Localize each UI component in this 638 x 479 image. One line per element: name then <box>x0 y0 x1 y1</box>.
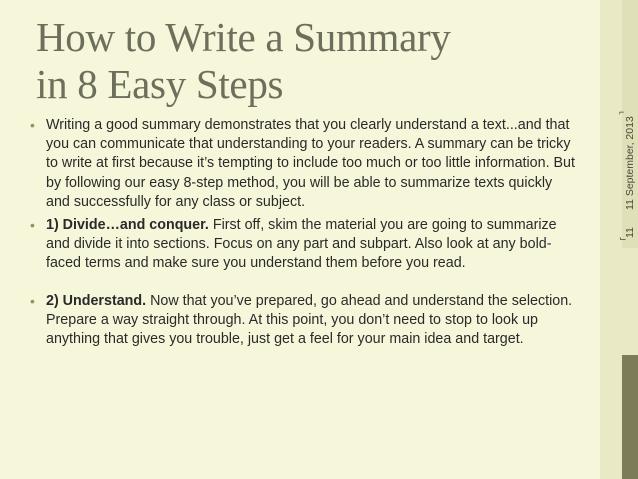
bullet-item <box>30 116 578 212</box>
sidebar-accent-dark <box>622 355 638 479</box>
title-line-2: in 8 Easy Steps <box>36 61 284 107</box>
bullet-text: First off, skim the material you are going to summarize and divide it into sections. Focus on any part and subpart. Also look at any bold-faced terms and make sure you understand them before you read. <box>46 217 557 272</box>
slide-date-text: 11 September, 2013 <box>624 116 636 210</box>
title-line-1: How to Write a Summary <box>36 14 451 60</box>
corner-mark-icon: ⌐ <box>619 107 625 117</box>
bullet-heading: 2) Understand. <box>46 292 147 309</box>
bullet-dot-icon: • <box>30 117 35 133</box>
bullet-dot-icon: • <box>30 292 35 309</box>
corner-mark-icon: ⌙ <box>619 233 627 243</box>
bullet-item <box>30 292 578 350</box>
bullet-item <box>30 216 578 274</box>
bullet-dot-icon: • <box>30 217 35 234</box>
bullet-text: Now that you’ve prepared, go ahead and understand the selection. Prepare a way straight through. At this point, you don’t need to stop to look up anything that gives you trouble, just get a feel for your main idea and target. <box>46 292 573 348</box>
slide-body <box>30 116 578 353</box>
bullet-heading: 1) Divide…and conquer. <box>46 217 209 234</box>
slide-title <box>36 14 576 108</box>
bullet-text: Writing a good summary demonstrates that you clearly understand a text...and that you can communicate that understanding to your readers. A summary can be tricky to write at first because it’s tempting to include too much or too little information. But by following our easy 8-step method, you will be able to summarize texts quickly and successfully for any class or subject. <box>46 117 575 210</box>
slide-number-text: 11 <box>624 227 636 238</box>
